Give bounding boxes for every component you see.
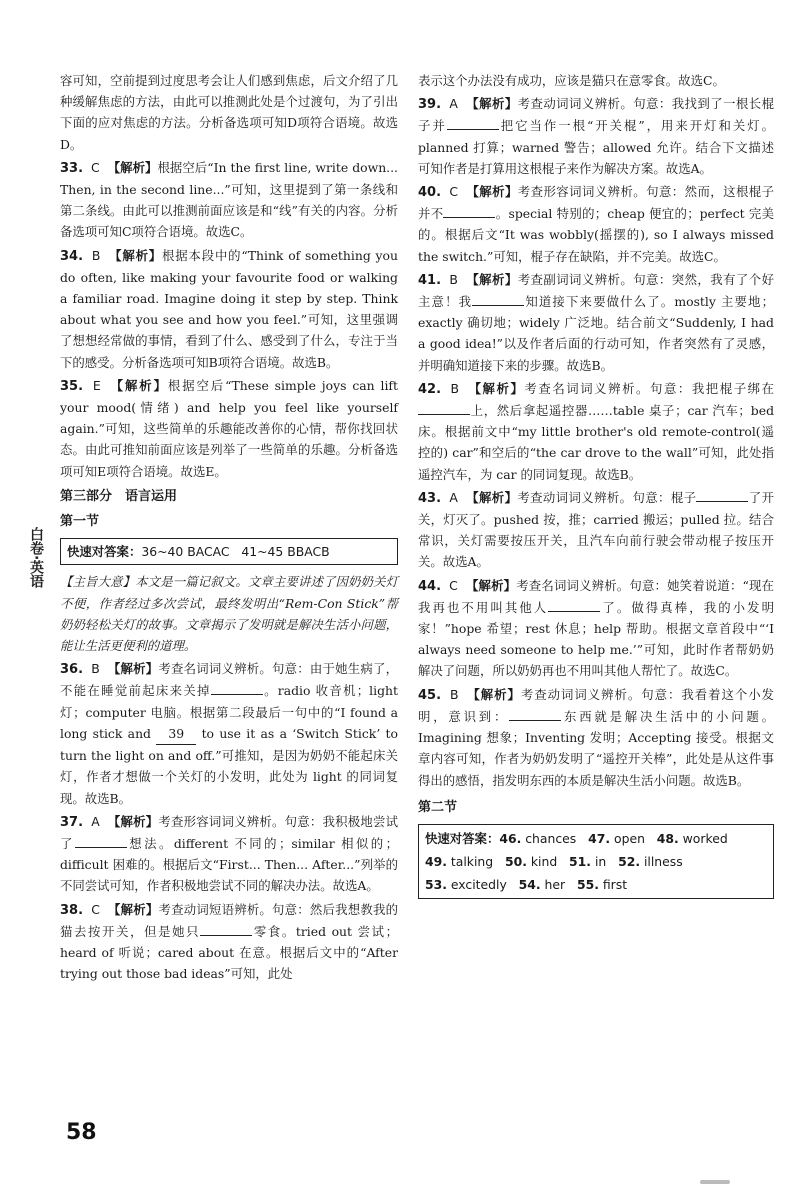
analysis-text: 。radio 收音机；light 灯；computer 电脑。根据第二段最后一句中的“I found a long stick and xyxy=(60,683,399,741)
answer-letter: B xyxy=(91,661,100,677)
analysis-text: 了开关，灯灭了。pushed 按，推；carried 搬运；pulled 拉。结合常识，关灯需要按压开关，且汽车向前行驶会带动棍子按压开关。故选A。 xyxy=(418,489,774,570)
analysis-tag: 【解析】 xyxy=(108,901,159,917)
answer-44 xyxy=(418,575,774,682)
question-number: 35. xyxy=(60,378,84,394)
question-number: 34. xyxy=(60,248,84,264)
analysis-text: 知道接下来要做什么了。mostly 主要地；exactly 确切地；widely 广泛地。结合前文“Suddenly, I had a good idea!”以及作者后面的行动可知，作者突然有了灵感，并明确知道接下来的步骤。故选B。 xyxy=(418,294,774,373)
answer-blank xyxy=(418,402,470,415)
answer-number: 51. xyxy=(569,853,591,869)
analysis-text: 根据空后“In the first line, write down... Then, in the second line...”可知，这里提到了第一条线和第二条线。由此可以推测前面应该是和“线”有关的内容。分析备选项可知C项符合语境。故选C。 xyxy=(60,159,398,240)
analysis-text: 考查形容词词义辨析。句意：然而，这根棍子并不 xyxy=(418,184,774,222)
answer-letter: A xyxy=(91,813,100,829)
answer-word: talking xyxy=(450,853,494,869)
answer-35 xyxy=(60,375,398,482)
analysis-tag: 【解析】 xyxy=(467,686,521,702)
analysis-text: 把它当作一根“开关棍”，用来开灯和关灯。planned 打算；warned 警告；allowed 允许。结合下文描述可知作者是打算用这根棍子来作为解决方案。故选A。 xyxy=(418,118,775,176)
answer-word: her xyxy=(544,876,566,892)
answer-letter: E xyxy=(92,377,101,393)
analysis-text: 。special 特别的；cheap 便宜的；perfect 完美的。根据后文“It was wobbly(摇摆的), so I always missed the switch.”可知，棍子存在缺陷，并不完美。故选C。 xyxy=(418,206,775,264)
answer-word: chances xyxy=(525,830,577,846)
answer-letter: C xyxy=(91,159,100,175)
answer-word: in xyxy=(594,853,607,869)
answer-45 xyxy=(418,684,774,791)
answer-word: kind xyxy=(530,853,558,869)
quick-answer-group-b: 41~45 BBACB xyxy=(241,544,330,560)
answer-letter: A xyxy=(449,489,458,505)
quick-answer-box xyxy=(60,538,398,565)
question-number: 40. xyxy=(418,185,442,201)
analysis-text: 零食。tried out 尝试；heard of 听说；cared about 在意。根据后文中的“After trying out those bad ideas”可知，此处 xyxy=(60,923,399,982)
analysis-tag: 【解析】 xyxy=(466,96,518,112)
analysis-tag: 【解析】 xyxy=(107,661,159,677)
main-idea-paragraph: 【主旨大意】本文是一篇记叙文。文章主要讲述了因奶奶关灯不便，作者经过多次尝试，最终发明出“Rem-Con Stick”帮奶奶轻松关灯的故事。文章揭示了发明就是解决生活小问题，能让生活更便利的道理。 xyxy=(60,574,398,654)
intro-paragraph: 容可知，空前提到过度思考会让人们感到焦虑，后文介绍了几种缓解焦虑的方法，由此可以推测此处是个过渡句，为了引出下面的应对焦虑的方法。分析备选项可知D项符合语境。故选D。 xyxy=(60,73,398,152)
answer-letter: C xyxy=(449,577,458,593)
question-number: 39. xyxy=(418,97,442,113)
answer-number: 50. xyxy=(504,853,527,869)
answer-39 xyxy=(418,93,774,179)
answer-38 xyxy=(60,899,398,985)
answer-number: 52. xyxy=(618,853,641,869)
quick-answer-label: 快速对答案： xyxy=(425,830,500,846)
left-column xyxy=(60,70,398,984)
analysis-text: 了。做得真棒，我的小发明家！”hope 希望；rest 休息；help 帮助。根据文章首段中“‘I always need someone to help me.’”可知，此时作者帮奶奶解决了问题，所以奶奶再也不用叫其他人帮忙了。故选C。 xyxy=(418,599,775,679)
answer-number: 49. xyxy=(425,853,447,869)
analysis-text: 考查动词短语辨析。句意：然后我想教我的猫去按开关，但是她只 xyxy=(60,901,398,939)
continued-38-paragraph: 表示这个办法没有成功，应该是猫只在意零食。故选C。 xyxy=(418,73,725,88)
answer-blank xyxy=(447,117,499,130)
answer-letter: C xyxy=(449,184,459,200)
question-number: 37. xyxy=(60,814,84,830)
analysis-text: 考查动词词义辨析。句意：我找到了一根长棍子并 xyxy=(418,96,774,134)
analysis-text: 考查名词词义辨析。句意：我把棍子绑在 xyxy=(524,380,775,396)
analysis-tag: 【解析】 xyxy=(110,377,168,393)
question-number: 41. xyxy=(418,272,442,288)
analysis-text: 考查名词词义辨析。句意：她笑着说道：“现在我再也不用叫其他人 xyxy=(418,577,774,615)
analysis-text: 东西就是解决生活中的小问题。Imagining 想象；Inventing 发明；Accepting 接受。根据文章内容可知，作者为奶奶发明了“遥控开关棒”，此处是从这件事得出的感悟，指发明东西的本质是解决生活小问题。故选B。 xyxy=(418,708,775,788)
answer-letter: C xyxy=(91,901,100,917)
answer-word: first xyxy=(602,876,628,892)
answer-blank xyxy=(548,599,600,612)
answer-36 xyxy=(60,658,398,808)
analysis-tag: 【解析】 xyxy=(107,159,158,175)
quick-answer-group-a: 36~40 BACAC xyxy=(141,544,230,560)
section-heading: 第二节 xyxy=(418,799,458,815)
part-heading: 第三部分 语言运用 xyxy=(60,488,178,504)
analysis-text: 考查形容词词义辨析。句意：我积极地尝试了 xyxy=(60,813,398,851)
answer-blank xyxy=(472,293,524,306)
answer-word: illness xyxy=(643,853,683,869)
analysis-text: 考查动词词义辨析。句意：棍子 xyxy=(517,489,697,505)
answer-42 xyxy=(418,378,774,485)
analysis-text: to use it as a ‘Switch Stick’ to turn the light on and off.”可推知，是因为奶奶不能起床关灯，作者才想做一个关灯的小发明，此处为 light 的同词复现。故选B。 xyxy=(60,725,398,806)
question-number: 42. xyxy=(418,381,442,397)
scan-mark xyxy=(700,1180,730,1184)
answer-blank xyxy=(443,205,495,218)
answer-blank xyxy=(211,682,263,695)
analysis-text: 想法。different 不同的；similar 相似的；difficult 困难的。根据后文“First... Then... After...”列举的不同尝试可知，作者积极地尝试不同的解决办法。故选A。 xyxy=(60,835,398,894)
answer-letter: B xyxy=(449,271,458,287)
analysis-tag: 【解析】 xyxy=(466,489,518,505)
answer-number: 53. xyxy=(425,876,447,892)
analysis-text: 根据本段中的“Think of something you do often, like making your favourite food or walking a familiar road. Imagine doing it step by step. Think about what you see and how you feel.”可知，这里强调了想想经常做的事情，看到了什么、感受到了什么，专注于当下的感受。分析备选项可知B项符合语境。故选B。 xyxy=(60,247,398,370)
analysis-tag: 【解析】 xyxy=(466,184,518,200)
analysis-text: 根据空后“These simple joys can lift your mood(情绪) and help you feel like yourself again.”可知，这些简单的乐趣能改善你的心情，帮你找回状态。由此可推知前面应该是列举了一些简单的乐趣。分析备选项可知E项符合语境。故选E。 xyxy=(60,377,398,479)
analysis-tag: 【解析】 xyxy=(468,380,525,396)
question-number: 36. xyxy=(60,662,84,678)
quick-answer-box-2 xyxy=(418,824,774,899)
quick-answer-row xyxy=(425,827,767,850)
answer-37 xyxy=(60,811,398,897)
answer-34 xyxy=(60,245,398,373)
page-number: 58 xyxy=(66,1120,97,1145)
answer-33 xyxy=(60,157,398,243)
blank-number-39: 39 xyxy=(156,723,196,745)
answer-blank xyxy=(200,923,252,936)
answer-word: worked xyxy=(682,830,728,846)
answer-number: 47. xyxy=(588,830,611,846)
analysis-tag: 【解析】 xyxy=(466,271,518,287)
answer-blank xyxy=(75,835,127,848)
answer-blank xyxy=(509,708,561,721)
question-number: 43. xyxy=(418,490,442,506)
answer-41 xyxy=(418,269,774,376)
right-column xyxy=(418,70,774,905)
analysis-tag: 【解析】 xyxy=(109,247,163,263)
quick-answer-row xyxy=(425,850,767,873)
answer-word: excitedly xyxy=(450,876,507,892)
side-label: 白卷·英语 xyxy=(28,527,44,589)
answer-letter: B xyxy=(449,686,459,702)
analysis-text: 考查动词词义辨析。句意：我看着这个小发明，意识到： xyxy=(418,686,774,724)
question-number: 44. xyxy=(418,578,442,594)
analysis-text: 考查名词词义辨析。句意：由于她生病了，不能在睡觉前起床来关掉 xyxy=(60,661,398,699)
analysis-text: 考查副词词义辨析。句意：突然，我有了个好主意！我 xyxy=(418,271,774,310)
analysis-tag: 【解析】 xyxy=(107,813,159,829)
answer-number: 48. xyxy=(656,830,679,846)
question-number: 45. xyxy=(418,687,442,703)
analysis-text: 上，然后拿起遥控器……table 桌子；car 汽车；bed 床。根据前文中“my little brother's old remote-control(遥控的) car”和空后的“the car drove to the wall”可知，此处指遥控汽车，为 car 的同词复现。故选B。 xyxy=(418,403,774,482)
answer-letter: B xyxy=(450,380,460,396)
answer-number: 54. xyxy=(518,876,541,892)
section-heading: 第一节 xyxy=(60,514,100,530)
answer-letter: A xyxy=(449,96,458,112)
analysis-tag: 【解析】 xyxy=(465,577,517,593)
answer-letter: B xyxy=(91,247,101,263)
answer-40 xyxy=(418,181,774,267)
question-number: 38. xyxy=(60,902,84,918)
quick-answer-label: 快速对答案： xyxy=(67,544,142,560)
answer-number: 55. xyxy=(576,876,599,892)
answer-number: 46. xyxy=(499,830,522,846)
answer-word: open xyxy=(614,830,645,846)
quick-answer-row xyxy=(425,873,767,896)
question-number: 33. xyxy=(60,160,84,176)
answer-43 xyxy=(418,487,774,573)
answer-blank xyxy=(696,489,748,502)
